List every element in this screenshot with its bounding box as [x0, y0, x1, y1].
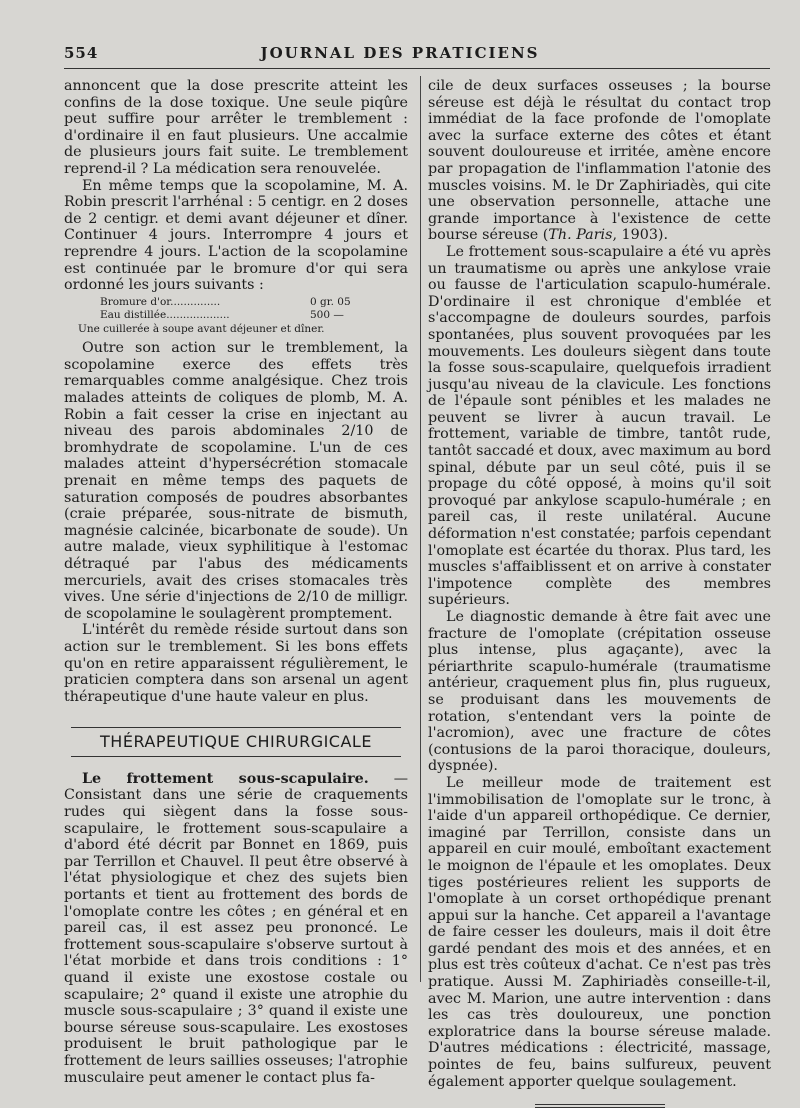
paragraph: Le frottement sous-scapulaire a été vu après un traumatisme ou après une ankylose vraie ou fausse de l'articulation scapulo-humérale. D'ordinaire il est chronique d'emblée et s'accompagne de douleurs sourdes, parfois spontanées, plus souvent provoquées par les mouvements. Les douleurs siègent dans toute la fosse sous-scapulaire, quelquefois irradient jusqu'au niveau de la clavicule. Les fonctions de l'épaule sont pénibles et les malades ne peuvent se livrer à aucun travail. Le frottement, variable de timbre, tantôt rude, tantôt saccadé et doux, avec maximum au bord spinal, débute par un seul côté, puis il se propage du côté opposé, à moins qu'il soit provoqué par ankylose scapulo-humérale ; en pareil cas, il reste unilatéral. Aucune déformation n'est constatée; parfois cependant l'omoplate est écartée du thorax. Plus tard, les muscles s'affaiblissent et on arrive à constater l'impotence complète des membres supérieurs.	[428, 243, 771, 609]
citation: Th. Paris	[548, 227, 613, 244]
end-rule	[535, 1104, 665, 1108]
ingredient-qty: 500 —	[310, 309, 344, 322]
left-column	[64, 78, 408, 1086]
article-text: — Consistant dans une série de craquements rudes qui siègent dans la fosse sous-scapulaire, le frottement sous-scapulaire a d'abord été décrit par Bonnet en 1869, puis par Terrillon et Chauvel. Il peut être observé à l'état physiologique et chez des sujets bien portants et tient au frottement des bords de l'omoplate contre les côtes ; en général et en pareil cas, il est assez peu prononcé. Le frottement sous-scapulaire s'observe surtout à l'état morbide et dans trois conditions : 1° quand il existe une exostose costale ou scapulaire; 2° quand il existe une atrophie du muscle sous-scapulaire ; 3° quand il existe une bourse séreuse sous-scapulaire. Les exostoses produisent le bruit pathologique par le frottement de leurs saillies osseuses; l'atrophie musculaire peut amener le contact plus fa-	[64, 770, 409, 1086]
paragraph	[64, 771, 408, 1086]
paragraph: Outre son action sur le tremblement, la scopolamine exerce des effets très remarquables comme analgésique. Chez trois malades atteints de coliques de plomb, M. A. Robin a fait cesser la crise en injectant au niveau des parois abdominales 2/10 de bromhydrate de scopolamine. L'un de ces malades atteint d'hypersécrétion stomacale prenait en même temps des paquets de saturation composés de poudres absorbantes (craie préparée, sous-nitrate de bismuth, magnésie calcinée, bicarbonate de soude). Un autre malade, vieux syphilitique à l'estomac détraqué par l'abus des médicaments mercuriels, avait des crises stomacales très vives. Une série d'injections de 2/10 de milligr. de scopolamine le soulagèrent promptement.	[64, 340, 408, 622]
paragraph: Le meilleur mode de traitement est l'immobilisation de l'omoplate sur le tronc, à l'aide d'un appareil orthopédique. Ce dernier, imaginé par Terrillon, consiste dans un appareil en cuir moulé, emboîtant exactement le moignon de l'épaule et les omoplates. Deux tiges postérieures relient les supports de l'omoplate à un corset orthopédique prenant appui sur la hanche. Cet appareil a l'avantage de faire cesser les douleurs, mais il doit être gardé pendant des mois et des années, et en plus est très coûteux d'achat. Ce n'est pas très pratique. Aussi M. Zaphiriadès conseille-t-il, avec M. Marion, une autre intervention : dans les cas très douloureux, une ponction exploratrice dans la bourse séreuse malade. D'autres médications : électricité, massage, pointes de feu, bains sulfureux, peuvent également apporter quelque soulagement.	[428, 774, 771, 1090]
paragraph: L'intérêt du remède réside surtout dans son action sur le tremblement. Si les bons effets qu'on en retire apparaissent régulièrement, le praticien comptera dans son arsenal un agent thérapeutique d'une haute valeur en plus.	[64, 622, 408, 705]
heading-rule-bottom	[71, 756, 401, 757]
ingredient-qty: 0 gr. 05	[310, 295, 351, 308]
header-rule	[64, 68, 770, 69]
paragraph-text: , 1903).	[612, 227, 669, 244]
prescription	[64, 296, 408, 337]
running-title: JOURNAL DES PRATICIENS	[260, 44, 540, 62]
column-divider	[420, 76, 421, 982]
article-lead: Le frottement sous-scapulaire.	[82, 770, 369, 787]
section-heading	[64, 727, 408, 757]
section-title: THÉRAPEUTIQUE CHIRURGICALE	[100, 732, 372, 752]
prescription-note: Une cuillerée à soupe avant déjeuner et dîner.	[78, 322, 325, 335]
paragraph: annoncent que la dose prescrite atteint les confins de la dose toxique. Une seule piqûre peut suffire pour arrêter le tremblement : d'ordinaire il en faut plusieurs. Une accalmie de plusieurs jours fait suite. Le tremblement reprend-il ? La médication sera renouvelée.	[64, 78, 408, 177]
paragraph-text: cile de deux surfaces osseuses ; la bourse séreuse est déjà le résultat du contact trop immédiat de la face profonde de l'omoplate avec la surface externe des côtes et étant souvent douloureuse et irritée, amène encore par propagation de l'inflammation l'atonie des muscles voisins. M. le Dr Zaphiriadès, qui cite une observation personnelle, attache une grande importance à l'existence de cette bourse séreuse (	[428, 78, 771, 244]
ingredient-name: Bromure d'or...............	[100, 295, 221, 308]
paragraph: Le diagnostic demande à être fait avec une fracture de l'omoplate (crépitation osseuse plus intense, plus agaçante), avec la périarthrite scapulo-humérale (traumatisme antérieur, craquement plus fin, plus rugueux, se produisant dans les mouvements de rotation, s'entendant vers la pointe de l'acromion), avec une fracture de côtes (contusions de la paroi thoracique, douleurs, dyspnée).	[428, 609, 771, 775]
prescription-line	[64, 296, 408, 310]
ingredient-name: Eau distillée...................	[100, 309, 230, 322]
paragraph: En même temps que la scopolamine, M. A. Robin prescrit l'arrhénal : 5 centigr. en 2 doses de 2 centigr. et demi avant déjeuner et dîner. Continuer 4 jours. Interrompre 4 jours et reprendre 4 jours. L'action de la scopolamine est continuée par le bromure d'or qui sera ordonné les jours suivants :	[64, 177, 408, 294]
right-column	[428, 78, 771, 1108]
prescription-line	[64, 309, 408, 323]
page-number: 554	[64, 44, 99, 62]
paragraph	[428, 78, 771, 244]
